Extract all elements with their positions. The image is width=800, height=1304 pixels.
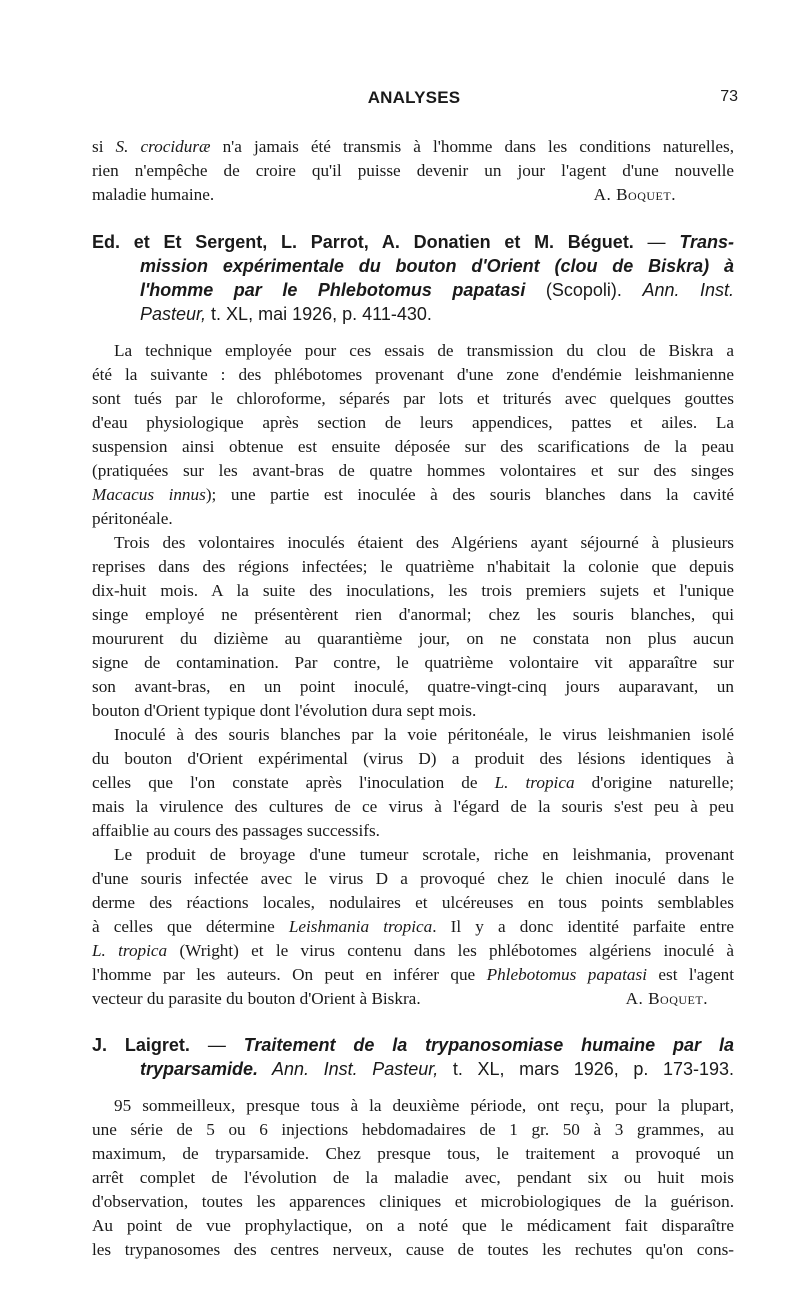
review-title: l'homme par le Phlebotomus papatasi [140, 280, 526, 300]
text-line: celles que l'on constate après l'inoculation de L. tropica d'origine naturelle; [92, 773, 734, 792]
text-line: suspension ainsi obtenue est ensuite déposée sur des scarifications de la peau [92, 437, 734, 456]
text-line-content: maladie humaine. [92, 185, 215, 204]
text-line: arrêt complet de l'évolution de la maladie avec, pendant six ou huit mois [92, 1168, 734, 1187]
text-line: péritonéale. [92, 509, 173, 528]
heading-line [140, 301, 734, 327]
text-line: (pratiquées sur les avant-bras de quatre hommes volontaires et sur des singes [92, 461, 734, 480]
heading-line [140, 253, 734, 279]
text-line: d'une souris infectée avec le virus D a provoqué chez le chien inoculé dans le [92, 869, 734, 888]
reviewer-signature: A. Boquet. [593, 185, 676, 204]
text-line: Macacus innus); une partie est inoculée à des souris blanches dans la cavité [92, 485, 734, 504]
text-line: rien n'empêche de croire qu'il puisse devenir un jour l'agent d'une nouvelle [92, 161, 734, 180]
text-line: singe employé ne présentèrent rien d'anormal; chez les souris blanches, qui [92, 605, 734, 624]
heading-line [92, 229, 734, 255]
heading-line [140, 1056, 734, 1082]
running-head [88, 88, 740, 112]
text-line: Trois des volontaires inoculés étaient des Algériens ayant séjourné à plusieurs [114, 533, 734, 552]
text-line: du bouton d'Orient expérimental (virus D) a produit des lésions identiques à [92, 749, 734, 768]
text-line: les trypanosomes des centres nerveux, cause de toutes les rechutes qu'on cons- [92, 1240, 734, 1259]
text-line [92, 183, 734, 207]
text-line: une série de 5 ou 6 injections hebdomadaires de 1 gr. 50 à 3 grammes, au [92, 1120, 734, 1139]
text-line: L. tropica (Wright) et le virus contenu dans les phlébotomes algériens inoculé à [92, 941, 734, 960]
text-line: d'observation, toutes les apparences cliniques et microbiologiques de la guérison. [92, 1192, 734, 1211]
journal-name: Ann. Inst. Pasteur, [258, 1059, 439, 1079]
text-line: reprises dans des régions infectées; le quatrième n'habitait la colonie que depuis [92, 557, 734, 576]
text-line: signe de contamination. Par contre, le quatrième volontaire vit apparaître sur [92, 653, 734, 672]
heading-line [140, 277, 734, 303]
review-title: mission expérimentale du bouton d'Orient (clou de Biskra) à [140, 256, 734, 276]
text-line: Le produit de broyage d'une tumeur scrotale, riche en leishmania, provenant [114, 845, 734, 864]
page-number: 73 [720, 88, 738, 105]
text-line: affaiblie au cours des passages successifs. [92, 821, 380, 840]
text-line: Au point de vue prophylactique, on a noté que le médicament fait disparaître [92, 1216, 734, 1235]
text-line: sont tués par le chloroforme, séparés par lots et triturés avec quelques gouttes [92, 389, 734, 408]
title-tail: (Scopoli). [525, 280, 643, 300]
text-line: mais la virulence des cultures de ce virus à l'égard de la souris s'est peu à peu [92, 797, 734, 816]
text-line: été la suivante : des phlébotomes provenant d'une zone d'endémie leishmanienne [92, 365, 734, 384]
citation: t. XL, mai 1926, p. 411-430. [206, 304, 432, 324]
reviewer-signature: A. Boquet. [625, 989, 708, 1008]
text-line: maximum, de tryparsamide. Chez presque tous, le traitement a provoqué un [92, 1144, 734, 1163]
text-line: 95 sommeilleux, presque tous à la deuxième période, ont reçu, pour la plupart, [114, 1096, 734, 1115]
review-title: Traitement de la trypanosomiase humaine par la [243, 1035, 734, 1055]
text-line: derme des réactions locales, nodulaires et ulcéreuses en tous points semblables [92, 893, 734, 912]
heading-dash: — [633, 232, 680, 252]
journal-name: Ann. Inst. [642, 280, 734, 300]
review-title: tryparsamide. [140, 1059, 259, 1079]
text-line: à celles que détermine Leishmania tropica. Il y a donc identité parfaite entre [92, 917, 734, 936]
heading-line [92, 1032, 734, 1058]
text-line: dix-huit mois. A la suite des inoculations, les trois premiers sujets et l'unique [92, 581, 734, 600]
text-line: si S. crociduræ n'a jamais été transmis à l'homme dans les conditions naturelles, [92, 137, 734, 156]
text-line: La technique employée pour ces essais de transmission du clou de Biskra a [114, 341, 734, 360]
text-line: son avant-bras, en un point inoculé, quatre-vingt-cinq jours auparavant, un [92, 677, 734, 696]
text-line: bouton d'Orient typique dont l'évolution dura sept mois. [92, 701, 477, 720]
review-authors: Ed. et Et Sergent, L. Parrot, A. Donatien et M. Béguet. [92, 232, 634, 252]
review-title: Trans- [679, 232, 734, 252]
text-line: moururent du dizième au quarantième jour, on ne constata non plus aucun [92, 629, 734, 648]
journal-name: Pasteur, [140, 304, 207, 324]
review-authors: J. Laigret. [92, 1035, 190, 1055]
text-line: d'eau physiologique après section de leurs appendices, pattes et ailes. La [92, 413, 734, 432]
citation: t. XL, mars 1926, p. 173-193. [438, 1059, 735, 1079]
running-head-title: ANALYSES [367, 88, 461, 107]
text-line-content: vecteur du parasite du bouton d'Orient à Biskra. [92, 989, 421, 1008]
heading-dash: — [189, 1035, 244, 1055]
text-line [92, 987, 734, 1011]
text-line: l'homme par les auteurs. On peut en inférer que Phlebotomus papatasi est l'agent [92, 965, 734, 984]
text-line: Inoculé à des souris blanches par la voie péritonéale, le virus leishmanien isolé [114, 725, 734, 744]
